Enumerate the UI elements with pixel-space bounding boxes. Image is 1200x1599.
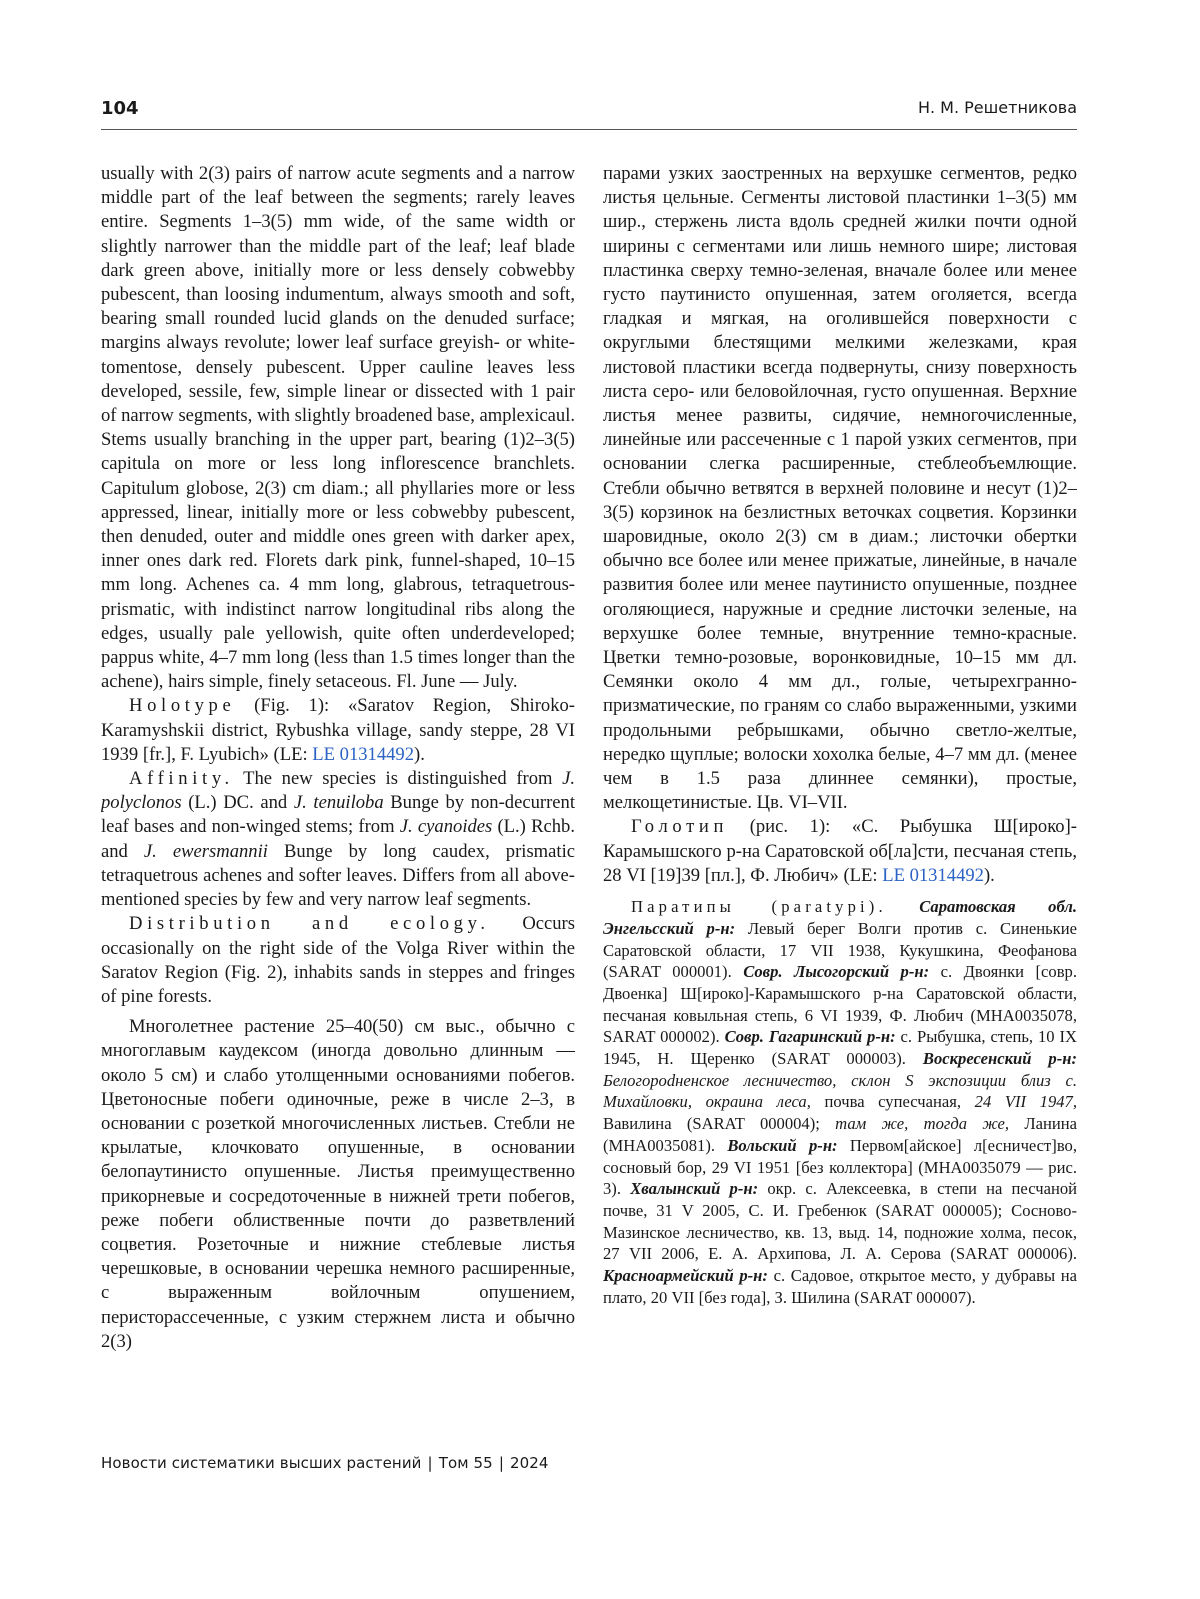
holotype-label-ru: Голотип [631, 816, 729, 838]
header-rule [101, 129, 1077, 130]
district-name: Красноармейский р-н: [603, 1266, 768, 1286]
page-number: 104 [101, 98, 139, 119]
affinity-paragraph: Affinity. The new species is distinguished from J. polyclonos (L.) DC. and J. tenuiloba Bunge by non-decurrent leaf bases and non-winged stems; from J. cyanoides (L.) Rchb. and J. ewersmannii Bunge by long caudex, prismatic tetraquetrous achenes and softer leaves. Differs from all above-mentioned species by few and very narrow leaf segments. [101, 768, 575, 911]
journal-volume: Том 55 [438, 1454, 493, 1472]
holotype-label: Holotype [129, 695, 236, 717]
species-name: J. cyanoides [399, 816, 493, 838]
species-name: J. ewersmannii [143, 840, 268, 862]
running-author: Н. М. Решетникова [917, 98, 1077, 117]
paratypes-paragraph: Паратипы (paratypi). Саратовская обл. Энгельсский р-н: Левый берег Волги против с. Синенькие Саратовской области, 17 VII 1938, Кукушкина, Феофанова (SARAT 000001). Совр. Лысогорский р-н: с. Двоянки [совр. Двоенка] Ш[ироко]-Карамышского р-на Саратовской области, песчаная ковыльная степь, 6 VI 1939, Ф. Любич (MHA0035078, SARAT 000002). Совр. Гагаринский р-н: с. Рыбушка, степь, 10 IX 1945, Н. Щеренко (SARAT 000003). Воскресенский р-н: Белогорodненское лесничество, склон S экспозиции близ с. Михайловки, окраина леса, почва супесчаная, 24 VII 1947, Вавилина (SARAT 000004); там же, тогда же, Ланина (MHA0035081). Вольский р-н: Первом[айское] л[есничест]во, сосновый бор, 29 VI 1951 [без коллектора] (MHA0035079 — рис. 3). Хвалынский р-н: окр. с. Алексеевка, в степи на песчаной почве, 31 V 2005, С. И. Гребенюк (SARAT 000005); Сосново-Мазинское лесничество, кв. 13, выд. 14, подножие холма, песок, 27 VII 2006, Е. А. Архипова, Л. А. Серова (SARAT 000006). Красноармейский р-н: с. Садовое, открытое место, у дубравы на плато, 20 VII [без года], З. Шилина (SARAT 000007). [603, 897, 1077, 1307]
journal-title: Новости систематики высших растений [101, 1454, 422, 1472]
species-name: J. polyclonos [101, 768, 575, 814]
district-name: Саратовская обл. Энгельсский р-н: [603, 897, 1077, 938]
journal-year: 2024 [509, 1454, 549, 1472]
district-name: Хвалынский р-н: [630, 1179, 759, 1199]
district-name: Вольский р-н: [727, 1135, 838, 1155]
description-paragraph-ru: Многолетнее растение 25–40(50) см выс., обычно с многоглавым каудексом (иногда довольно длинным — около 5 см) и слабо утолщенными основаниями побегов. Цветоносные побеги одиночные, реже в числе 2–3, в основании с розеткой многочисленных листьев. Стебли не крылатые, клочковато опушенные, в основании белопаутинисто опушенные. Листья преимущественно прикорневые и сосредоточенные в нижней трети побегов, реже побеги облиственные почти до разветвлений соцветия. Розеточные и нижние стеблевые листья черешковые, в основании черешка немного расширенные, с выраженным войлочным опушением, перисторассеченные, с узким стержнем листа и обычно 2(3) [101, 1016, 575, 1352]
running-header [101, 98, 1077, 124]
left-column [101, 162, 575, 1434]
district-name: Совр. Гагаринский р-н: [724, 1027, 896, 1047]
district-name: Воскресенский р-н: [922, 1049, 1077, 1069]
journal-footer: Новости систематики высших растений | Том 55 | 2024 [101, 1454, 549, 1472]
right-column [603, 162, 1077, 1434]
description-continuation-ru: парами узких заостренных на верхушке сегментов, редко листья цельные. Сегменты листовой пластинки 1–3(5) мм шир., стержень листа вдоль средней жилки почти одной ширины с сегментами или лишь немного шире; листовая пластинка сверху темно-зеленая, вначале более или менее густо паутинисто опушенная, затем оголяется, всегда гладкая и мягкая, на оголившейся поверхности с округлыми блестящими мелкими железками, края листовой пластики всегда подвернуты, снизу поверхность листа серо- или беловойлочная, густо опушенная. Верхние листья менее развиты, сидячие, немногочисленные, линейные или рассеченные с 1 парой узких сегментов, при основании слегка расширенные, стеблеобъемлющие. Стебли обычно ветвятся в верхней половине и несут (1)2–3(5) корзинок на безлистных веточках соцветия. Корзинки шаровидные, около 2(3) см в диам.; листочки обертки обычно все более или менее прижатые, линейные, в начале развития более или менее паутинисто опушенные, позднее оголяющиеся, наружные и средние листочки зеленые, на верхушке более темные, внутренние темно-красные. Цветки темно-розовые, воронковидные, 10–15 мм дл. Семянки около 4 мм дл., голые, четырехгранно-призматические, по граням со слабо выраженными, узкими продольными ребрышками, обычно светло-желтые, нередко щуплые; волоски хохолка белые, 4–7 мм дл. (менее чем в 1.5 раза длиннее семянки), простые, мелкощетинистые. Цв. VI–VII. [603, 163, 1077, 814]
species-name: J. tenuiloba [293, 792, 384, 814]
paratypes-label: Паратипы (paratypi). [631, 897, 887, 917]
distribution-paragraph: Distribution and ecology. Occurs occasionally on the right side of the Volga River within the Saratov Region (Fig. 2), inhabits sands in steppes and fringes of pine forests. [101, 913, 575, 1007]
holotype-paragraph-en: Holotype (Fig. 1): «Saratov Region, Shiroko-Karamyshskii district, Rybushka village, sandy steppe, 28 VI 1939 [fr.], F. Lyubich» (LE: LE 01314492). [101, 695, 575, 765]
holotype-paragraph-ru: Голотип (рис. 1): «С. Рыбушка Ш[ироко]-Карамышского р-на Саратовской об[ла]сти, песчаная степь, 28 VI [19]39 [пл.], Ф. Любич» (LE: LE 01314492). [603, 816, 1077, 886]
district-name: Совр. Лысогорский р-н: [743, 962, 930, 982]
description-paragraph-en: usually with 2(3) pairs of narrow acute segments and a narrow middle part of the leaf between the segments; rarely leaves entire. Segments 1–3(5) mm wide, of the same width or slightly narrower than the middle part of the leaf; leaf blade dark green above, initially more or less densely cobwebby pubescent, than loosing indumentum, always smooth and soft, bearing small rounded lucid glands on the denuded surface; margins always revolute; lower leaf surface greyish- or white-tomentose, densely pubescent. Upper cauline leaves less developed, sessile, few, simple linear or dissected with 1 pair of narrow segments, with slightly broadened base, amplexicaul. Stems usually branching in the upper part, bearing (1)2–3(5) capitula on more or less long inflorescence branchlets. Capitulum globose, 2(3) cm diam.; all phyllaries more or less appressed, linear, initially more or less cobwebby pubescent, then denuded, outer and middle ones green with darker apex, inner ones dark red. Florets dark pink, funnel-shaped, 10–15 mm long. Achenes ca. 4 mm long, glabrous, tetraquetrous-prismatic, with indistinct narrow longitudinal ribs along the edges, usually pale yellowish, quite often underdeveloped; pappus white, 4–7 mm long (less than 1.5 times longer than the achene), hairs simple, finely setaceous. Fl. June — July. [101, 163, 575, 693]
specimen-link-ru[interactable]: LE 01314492 [882, 864, 984, 886]
distribution-label: Distribution and ecology. [129, 913, 490, 935]
affinity-label: Affinity. [129, 768, 234, 790]
specimen-link[interactable]: LE 01314492 [312, 743, 415, 765]
